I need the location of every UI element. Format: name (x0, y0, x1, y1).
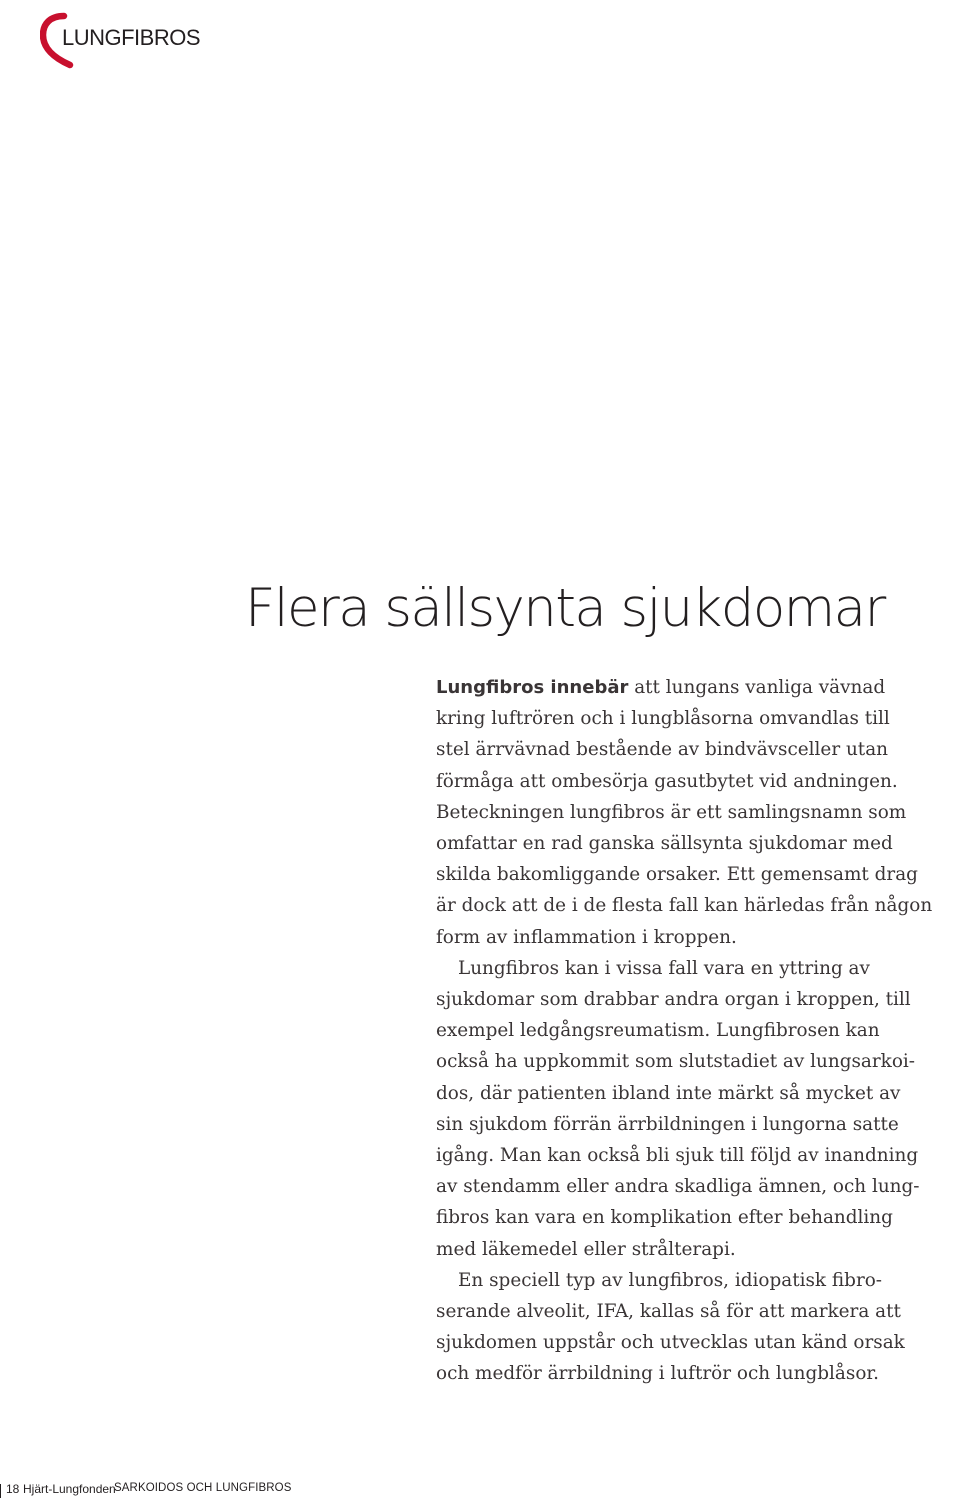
paragraph-line: skilda bakomliggande orsaker. Ett gemensamt drag (436, 864, 918, 886)
footer-publication-title: SARKOIDOS OCH LUNGFIBROS (114, 1482, 292, 1494)
footer-organization: Hjärt-Lungfonden (23, 1482, 116, 1496)
paragraph-line: form av inflammation i kroppen. (436, 926, 737, 948)
section-header (40, 8, 340, 68)
article-body (436, 672, 960, 1390)
paragraph-line: dos, där patienten ibland inte märkt så mycket av (436, 1082, 901, 1104)
footer-divider (0, 1484, 1, 1498)
paragraph-line: sjukdomar som drabbar andra organ i kroppen, till (436, 989, 911, 1011)
paragraph-line: stel ärrvävnad bestående av bindvävsceller utan (436, 739, 888, 761)
paragraph-line: också ha uppkommit som slutstadiet av lungsarkoi- (436, 1051, 915, 1073)
paragraph-line: sjukdomen uppstår och utvecklas utan känd orsak (436, 1332, 905, 1354)
lead-in: Lungfibros innebär (436, 677, 629, 698)
paragraph-line: av stendamm eller andra skadliga ämnen, och lung- (436, 1176, 920, 1198)
paragraph-line: exempel ledgångsreumatism. Lungfibrosen kan (436, 1020, 880, 1042)
paragraph-line: fibros kan vara en komplikation efter behandling (436, 1207, 893, 1229)
paragraph-2 (436, 953, 960, 1265)
page-title: Flera sällsynta sjukdomar (245, 578, 885, 639)
paragraph-line: är dock att de i de flesta fall kan härledas från någon (436, 895, 933, 917)
paragraph-line: Beteckningen lungfibros är ett samlingsnamn som (436, 801, 907, 823)
paragraph-line: förmåga att ombesörja gasutbytet vid andningen. (436, 770, 898, 792)
paragraph-line: En speciell typ av lungfibros, idiopatisk fibro- (458, 1269, 883, 1291)
paragraph-line: omfattar en rad ganska sällsynta sjukdomar med (436, 833, 893, 855)
paragraph-1 (436, 672, 960, 953)
paragraph-line: Lungfibros innebär att lungans vanliga vävnad (436, 677, 886, 698)
section-label: LUNGFIBROS (62, 25, 201, 50)
paragraph-line: igång. Man kan också bli sjuk till följd av inandning (436, 1145, 919, 1167)
paragraph-line: och medför ärrbildning i luftrör och lungblåsor. (436, 1363, 880, 1385)
paragraph-line: med läkemedel eller strålterapi. (436, 1238, 736, 1260)
paragraph-line: serande alveolit, IFA, kallas så för att markera att (436, 1301, 901, 1323)
paragraph-line: Lungfibros kan i vissa fall vara en yttring av (458, 957, 870, 979)
paragraph-3 (436, 1265, 960, 1390)
paragraph-line: kring luftrören och i lungblåsorna omvandlas till (436, 708, 890, 730)
paragraph-line: sin sjukdom förrän ärrbildningen i lungorna satte (436, 1113, 899, 1135)
page-number: 18 (6, 1482, 20, 1496)
